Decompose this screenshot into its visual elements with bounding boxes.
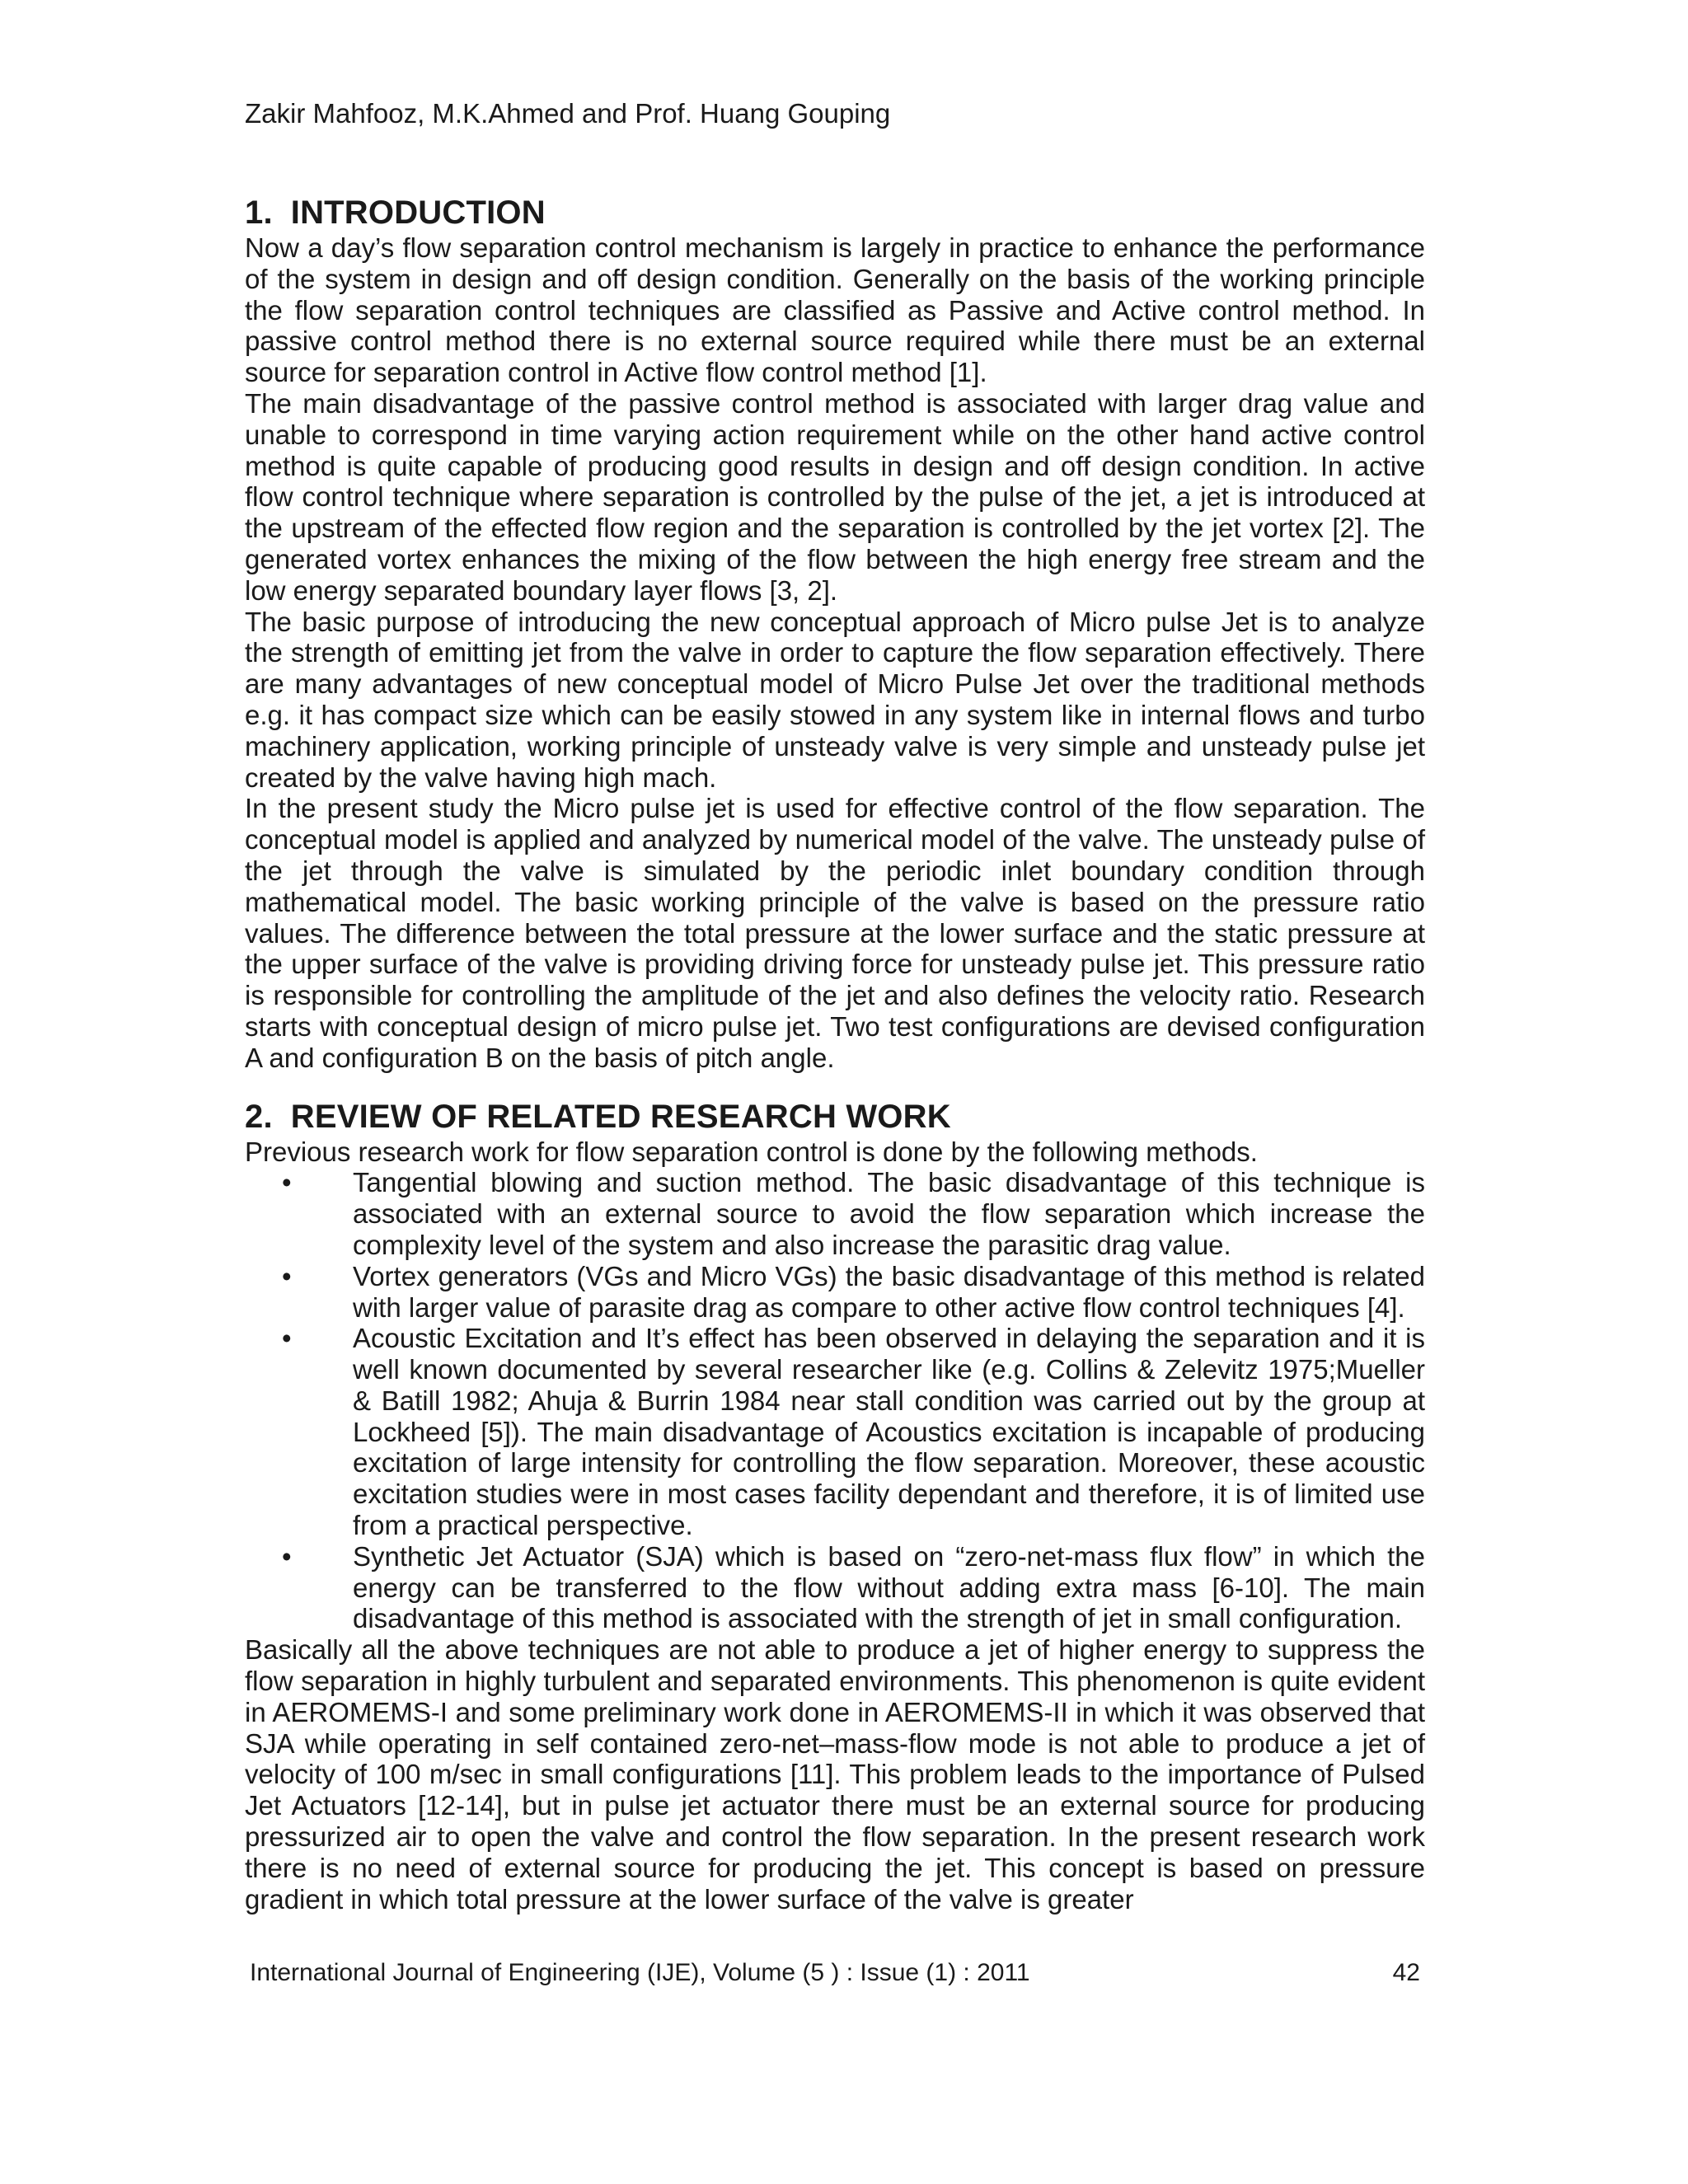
bullet-icon: • bbox=[282, 1323, 292, 1354]
list-item-text: Synthetic Jet Actuator (SJA) which is based on “zero-net-mass flux flow” in which the energy can be transferred to the flow without adding extra mass [6-10]. The main disadvantage of this method is associated with the strength of jet in small configuration. bbox=[353, 1540, 1425, 1634]
list-item-text: Acoustic Excitation and It’s effect has been observed in delaying the separation and it is well known documented by several researcher like (e.g. Collins & Zelevitz 1975;Mueller & Batill 1982; Ahuja & Burrin 1984 near stall condition was carried out by the group at Lockheed [5]). The main disadvantage of Acoustics excitation is incapable of producing excitation of large intensity for controlling the flow separation. Moreover, these acoustic excitation studies were in most cases facility dependant and therefore, it is of limited use from a practical perspective. bbox=[353, 1323, 1425, 1541]
section-number: 2. bbox=[245, 1098, 273, 1135]
section-heading bbox=[245, 1097, 1425, 1137]
page-number: 42 bbox=[1392, 1959, 1420, 1986]
bullet-icon: • bbox=[282, 1260, 292, 1291]
paragraph: Basically all the above techniques are not able to produce a jet of higher energy to suppress the flow separation in highly turbulent and separated environments. This phenomenon is quite evident in AEROMEMS-I and some preliminary work done in AEROMEMS-II in which it was observed that SJA while operating in self contained zero-net–mass-flow mode is not able to produce a jet of velocity of 100 m/sec in small configurations [11]. This problem leads to the importance of Pulsed Jet Actuators [12-14], but in pulse jet actuator there must be an external source for producing pressurized air to open the valve and control the flow separation. In the present research work there is no need of external source for producing the jet. This concept is based on pressure gradient in which total pressure at the lower surface of the valve is greater bbox=[245, 1634, 1425, 1915]
page-body bbox=[245, 193, 1425, 1915]
journal-citation: International Journal of Engineering (IJE), Volume (5 ) : Issue (1) : 2011 bbox=[250, 1959, 1030, 1986]
list-item bbox=[282, 1323, 1425, 1541]
list-item bbox=[282, 1260, 1425, 1324]
section-review bbox=[245, 1097, 1425, 1915]
running-header-authors: Zakir Mahfooz, M.K.Ahmed and Prof. Huang Gouping bbox=[245, 98, 891, 129]
methods-list bbox=[245, 1167, 1425, 1634]
bullet-icon: • bbox=[282, 1540, 292, 1572]
bullet-icon: • bbox=[282, 1167, 292, 1198]
section-heading bbox=[245, 193, 1425, 232]
paragraph: In the present study the Micro pulse jet is used for effective control of the flow separation. The conceptual model is applied and analyzed by numerical model of the valve. The unsteady pulse of the jet through the valve is simulated by the periodic inlet boundary condition through mathematical model. The basic working principle of the valve is based on the pressure ratio values. The difference between the total pressure at the lower surface and the static pressure at the upper surface of the valve is providing driving force for unsteady pulse jet. This pressure ratio is responsible for controlling the amplitude of the jet and also defines the velocity ratio. Research starts with conceptual design of micro pulse jet. Two test configurations are devised configuration A and configuration B on the basis of pitch angle. bbox=[245, 793, 1425, 1073]
section-title: REVIEW OF RELATED RESEARCH WORK bbox=[290, 1098, 951, 1135]
paragraph: The basic purpose of introducing the new conceptual approach of Micro pulse Jet is to analyze the strength of emitting jet from the valve in order to capture the flow separation effectively. There are many advantages of new conceptual model of Micro Pulse Jet over the traditional methods e.g. it has compact size which can be easily stowed in any system like in internal flows and turbo machinery application, working principle of unsteady valve is very simple and unsteady pulse jet created by the valve having high mach. bbox=[245, 606, 1425, 793]
section-introduction bbox=[245, 193, 1425, 1074]
paragraph: Previous research work for flow separation control is done by the following methods. bbox=[245, 1136, 1258, 1167]
paragraph: The main disadvantage of the passive control method is associated with larger drag value and unable to correspond in time varying action requirement while on the other hand active control method is quite capable of producing good results in design and off design condition. In active flow control technique where separation is controlled by the pulse of the jet, a jet is introduced at the upstream of the effected flow region and the separation is controlled by the jet vortex [2]. The generated vortex enhances the mixing of the flow between the high energy free stream and the low energy separated boundary layer flows [3, 2]. bbox=[245, 387, 1425, 606]
section-number: 1. bbox=[245, 194, 273, 231]
list-item bbox=[282, 1167, 1425, 1260]
section-title: INTRODUCTION bbox=[290, 194, 546, 231]
list-item-text: Tangential blowing and suction method. The basic disadvantage of this technique is associated with an external source to avoid the flow separation which increase the complexity level of the system and also increase the parasitic drag value. bbox=[353, 1167, 1425, 1260]
list-item bbox=[282, 1540, 1425, 1634]
paragraph: Now a day’s flow separation control mechanism is largely in practice to enhance the performance of the system in design and off design condition. Generally on the basis of the working principle the flow separation control techniques are classified as Passive and Active control method. In passive control method there is no external source required while there must be an external source for separation control in Active flow control method [1]. bbox=[245, 232, 1425, 388]
list-item-text: Vortex generators (VGs and Micro VGs) the basic disadvantage of this method is related with larger value of parasite drag as compare to other active flow control techniques [4]. bbox=[353, 1260, 1425, 1323]
